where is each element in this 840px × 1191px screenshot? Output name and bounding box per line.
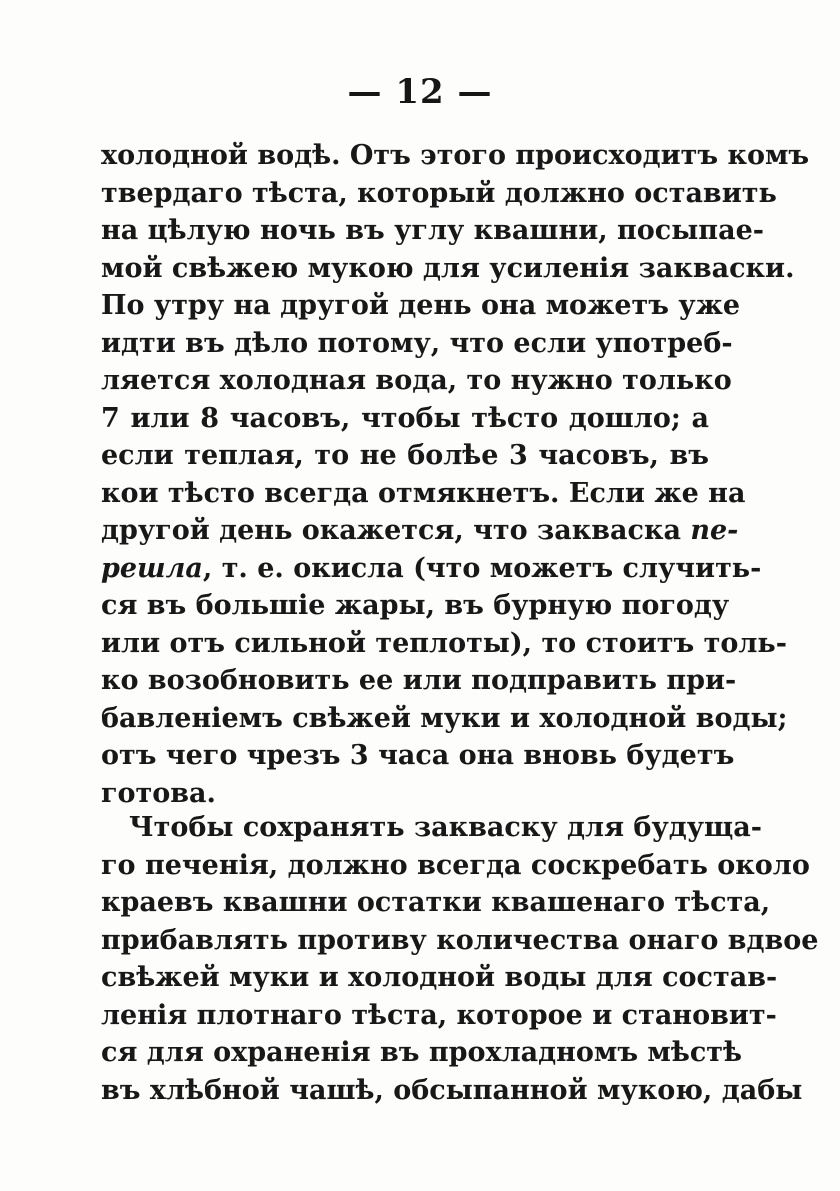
- text-line: краевъ квашни остатки квашенаго тѣста,: [101, 887, 771, 918]
- text-line: По утру на другой день она можетъ уже: [101, 290, 741, 321]
- italic-word: решла: [101, 552, 203, 584]
- text-line: прибавлять противу количества онаго вдвое: [101, 924, 819, 956]
- text-line: твердаго тѣста, который должно оставить: [101, 177, 777, 209]
- text-line: мой свѣжею мукою для усиленія закваски.: [101, 252, 795, 284]
- text-line: на цѣлую ночь въ углу квашни, посыпае-: [101, 215, 764, 246]
- text-line-with-italic: [101, 550, 762, 588]
- text-line: Чтобы сохранять закваску для будуща-: [129, 812, 762, 843]
- text-segment: , т. е. окисла (что можетъ случить-: [202, 552, 762, 584]
- text-line: холодной водѣ. Отъ этого происходитъ комъ: [101, 140, 810, 171]
- text-line: бавленіемъ свѣжей муки и холодной воды;: [101, 702, 788, 734]
- paragraph-2: [101, 809, 819, 1109]
- text-line: свѣжей муки и холодной воды для состав-: [101, 962, 778, 993]
- text-line: ко возобновить ее или подправить при-: [101, 665, 737, 696]
- text-line: идти въ дѣло потому, что если употреб-: [101, 327, 733, 359]
- text-line: 7 или 8 часовъ, чтобы тѣсто дошло; а: [101, 402, 709, 434]
- text-line: го печенія, должно всегда соскребать около: [101, 849, 810, 881]
- paragraph-1: [101, 137, 810, 812]
- text-line: если теплая, то не болѣе 3 часовъ, въ: [101, 440, 709, 471]
- text-line: ся въ большіе жары, въ бурную погоду: [101, 590, 730, 621]
- text-line: ленія плотнаго тѣста, которое и становит-: [101, 999, 777, 1031]
- text-line-with-italic: [101, 512, 739, 550]
- text-line: готова.: [101, 777, 216, 809]
- text-line: ся для охраненія въ прохладномъ мѣстѣ: [101, 1037, 743, 1068]
- text-line: кои тѣсто всегда отмякнетъ. Если же на: [101, 477, 746, 509]
- italic-word: пе-: [690, 515, 739, 546]
- text-line: ляется холодная вода, то нужно только: [101, 365, 732, 396]
- text-line: или отъ сильной теплоты), то стоитъ толь-: [101, 627, 787, 659]
- page-number: — 12 —: [347, 72, 493, 112]
- text-segment: другой день окажется, что закваска: [101, 515, 691, 546]
- text-line: отъ чего чрезъ 3 часа она вновь будетъ: [101, 740, 735, 771]
- text-line: въ хлѣбной чашѣ, обсыпанной мукою, дабы: [101, 1074, 803, 1106]
